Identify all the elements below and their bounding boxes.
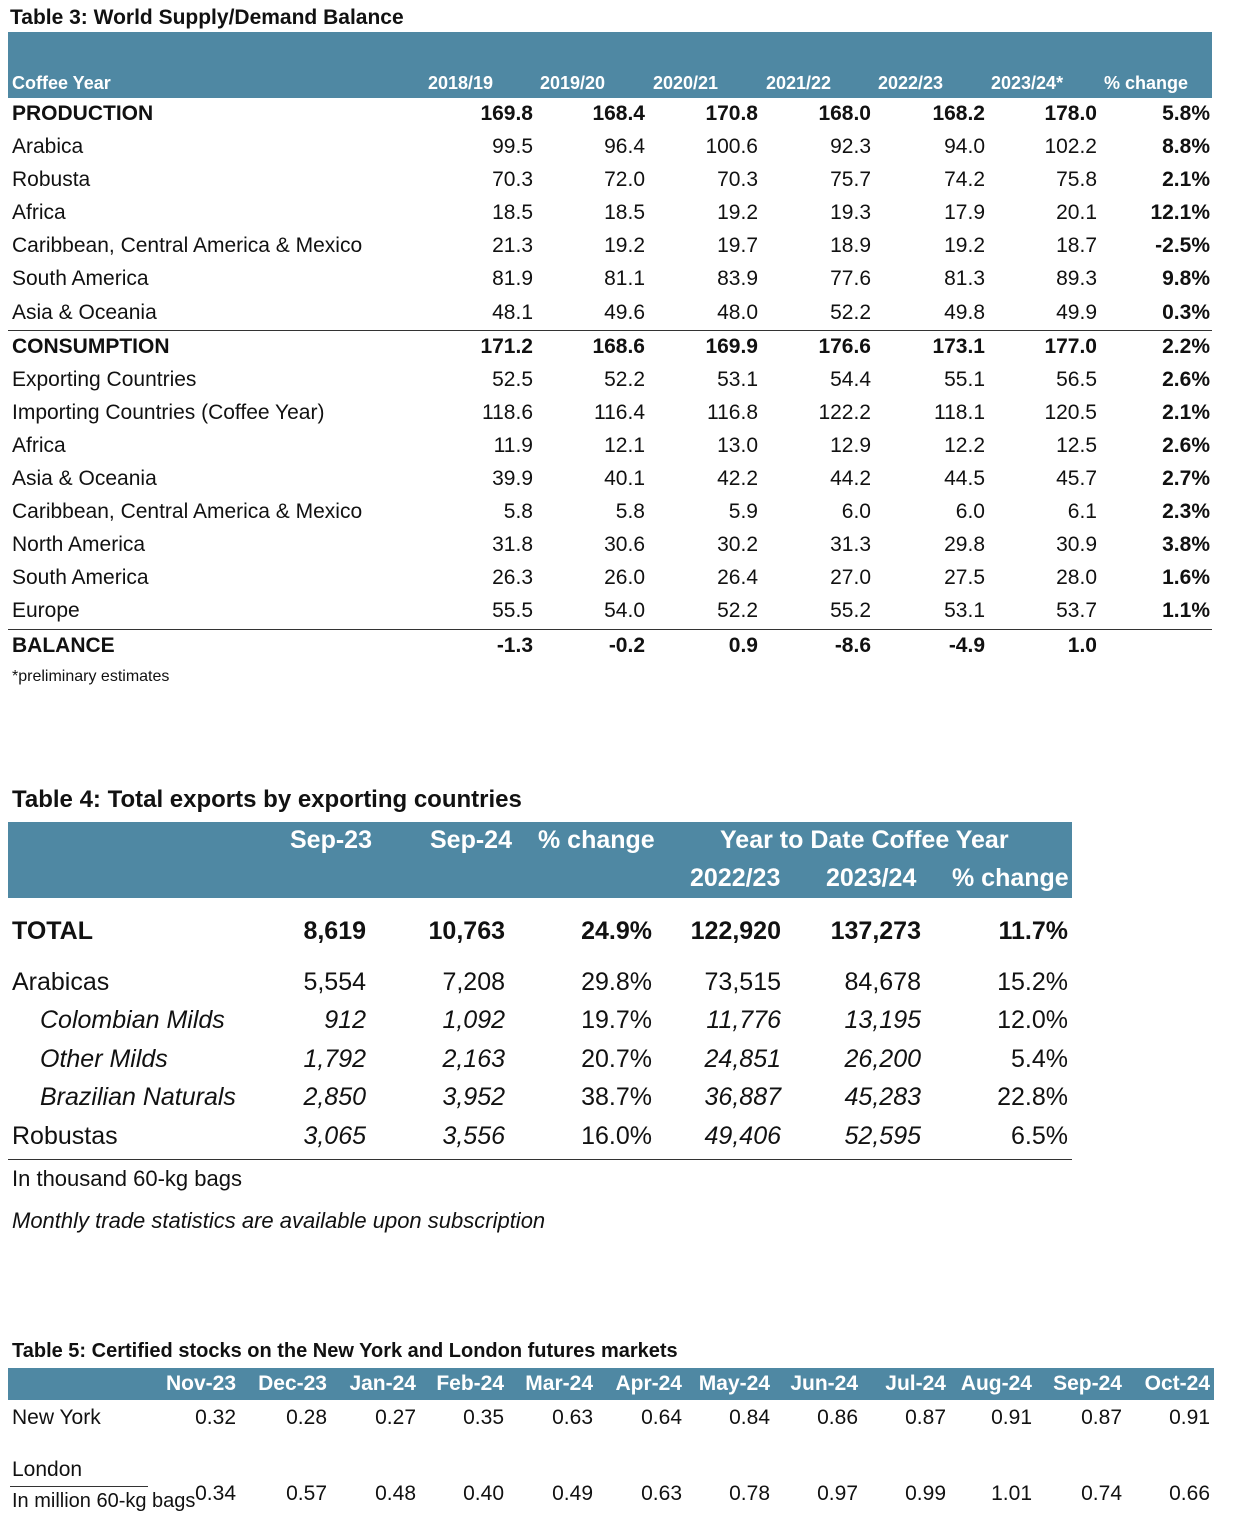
cell-value: 29.8% <box>581 967 652 996</box>
table4-note-subscription: Monthly trade statistics are available upon subscription <box>12 1208 546 1233</box>
header-month: Dec-23 <box>258 1372 327 1395</box>
table4-row <box>8 963 1072 1002</box>
row-label: Asia & Oceania <box>12 467 157 491</box>
cell-value: 45.7 <box>1056 467 1097 491</box>
row-label: PRODUCTION <box>12 102 154 125</box>
cell-pct-change: 2.7% <box>1162 467 1210 491</box>
cell-value: 0.99 <box>905 1482 946 1505</box>
cell-value: 45,283 <box>844 1083 921 1111</box>
cell-pct-change: 2.1% <box>1162 168 1210 192</box>
cell-pct-change: 2.1% <box>1162 400 1210 424</box>
cell-value: 0.28 <box>286 1406 327 1429</box>
header-month: Feb-24 <box>436 1372 504 1395</box>
cell-value: 99.5 <box>492 135 533 159</box>
table5-row <box>8 1400 1214 1448</box>
cell-value: 17.9 <box>944 201 985 225</box>
row-label: Africa <box>12 201 66 225</box>
cell-value: 38.7% <box>581 1083 652 1111</box>
cell-value: 0.35 <box>463 1406 504 1429</box>
header-ytd-2022-23: 2022/23 <box>690 864 781 892</box>
cell-value: 89.3 <box>1056 267 1097 291</box>
cell-value: 55.1 <box>944 367 985 391</box>
cell-pct-change: 2.6% <box>1162 433 1210 457</box>
cell-value: 30.6 <box>604 533 645 557</box>
cell-value: 8,619 <box>303 917 366 945</box>
cell-value: 30.2 <box>717 533 758 557</box>
row-label: Importing Countries (Coffee Year) <box>12 400 325 424</box>
row-label: Arabicas <box>12 967 110 996</box>
cell-value: 2,163 <box>442 1044 505 1073</box>
row-label: New York <box>12 1406 101 1429</box>
table3-row <box>8 197 1212 230</box>
cell-value: 100.6 <box>705 135 758 159</box>
cell-value: -4.9 <box>948 633 985 657</box>
table4-header <box>8 822 1072 898</box>
cell-value: 12.0% <box>997 1006 1068 1034</box>
cell-value: 176.6 <box>818 334 871 358</box>
header-ytd: Year to Date Coffee Year <box>720 826 1009 854</box>
table5 <box>8 1368 1214 1510</box>
row-label: Arabica <box>12 135 84 159</box>
cell-value: 0.91 <box>1169 1406 1210 1429</box>
cell-value: 6.0 <box>955 500 985 524</box>
cell-value: 26.0 <box>604 566 645 590</box>
table3-title: Table 3: World Supply/Demand Balance <box>10 6 404 29</box>
row-label: Caribbean, Central America & Mexico <box>12 500 363 524</box>
row-label: North America <box>12 533 146 557</box>
cell-value: 0.57 <box>286 1482 327 1505</box>
cell-value: 30.9 <box>1056 533 1097 557</box>
cell-value: 12.1 <box>604 433 645 457</box>
cell-value: 74.2 <box>944 168 985 192</box>
table4-body <box>8 898 1072 1155</box>
header-month: Jul-24 <box>885 1372 946 1395</box>
row-label: TOTAL <box>12 917 94 945</box>
cell-value: 171.2 <box>480 334 533 358</box>
header-ytd-2023-24: 2023/24 <box>826 864 917 892</box>
cell-value: 15.2% <box>997 967 1068 996</box>
cell-value: 168.2 <box>932 102 985 125</box>
cell-value: 0.86 <box>817 1406 858 1429</box>
table4-bottom-rule <box>8 1159 1072 1160</box>
cell-value: 48.0 <box>717 300 758 324</box>
cell-value: 137,273 <box>830 917 921 945</box>
cell-value: -1.3 <box>496 633 533 657</box>
cell-value: 52.2 <box>604 367 645 391</box>
cell-value: 39.9 <box>492 467 533 491</box>
cell-value: 0.49 <box>552 1482 593 1505</box>
cell-value: 11.7% <box>998 917 1068 945</box>
cell-value: 0.27 <box>375 1406 416 1429</box>
cell-value: 116.8 <box>707 400 758 424</box>
cell-value: 912 <box>324 1006 366 1034</box>
cell-value: 168.6 <box>592 334 645 358</box>
cell-value: 18.7 <box>1056 234 1097 258</box>
row-label: Other Milds <box>40 1044 168 1073</box>
cell-value: 0.48 <box>375 1482 416 1505</box>
cell-value: 12.5 <box>1056 433 1097 457</box>
cell-value: 5.8 <box>615 500 645 524</box>
cell-value: 6.1 <box>1067 500 1097 524</box>
cell-value: 168.0 <box>818 102 871 125</box>
table3-header <box>8 32 1212 98</box>
cell-pct-change: 3.8% <box>1162 533 1210 557</box>
cell-value: 24.9% <box>581 917 652 945</box>
table3-note: *preliminary estimates <box>12 668 170 685</box>
header-pct-change: % change <box>538 826 655 854</box>
cell-value: 0.63 <box>552 1406 593 1429</box>
cell-pct-change: 5.8% <box>1162 102 1210 125</box>
header-month: Jan-24 <box>349 1372 416 1395</box>
cell-value: 10,763 <box>428 917 505 945</box>
cell-value: 55.5 <box>492 599 533 623</box>
header-year: 2018/19 <box>428 73 494 93</box>
cell-value: 3,952 <box>442 1083 505 1111</box>
cell-value: 12.2 <box>944 433 985 457</box>
cell-value: 12.9 <box>830 433 871 457</box>
cell-value: 26.4 <box>717 566 758 590</box>
cell-value: 19.2 <box>944 234 985 258</box>
table3-row <box>8 330 1212 364</box>
cell-value: 27.0 <box>830 566 871 590</box>
header-sep23: Sep-23 <box>290 826 372 854</box>
cell-value: 52.2 <box>830 300 871 324</box>
cell-value: 120.5 <box>1044 400 1097 424</box>
row-label: Africa <box>12 433 66 457</box>
cell-value: 19.2 <box>717 201 758 225</box>
cell-value: 18.9 <box>830 234 871 258</box>
cell-value: 177.0 <box>1044 334 1097 358</box>
cell-value: 70.3 <box>717 168 758 192</box>
cell-value: 5.9 <box>728 500 758 524</box>
cell-value: 81.1 <box>604 267 645 291</box>
header-month: Oct-24 <box>1144 1372 1210 1395</box>
table3-body <box>8 98 1212 663</box>
header-coffee-year: Coffee Year <box>12 73 111 93</box>
header-month: Nov-23 <box>165 1372 236 1395</box>
table4-row <box>8 1117 1072 1156</box>
cell-value: 54.4 <box>830 367 871 391</box>
cell-pct-change: 2.2% <box>1162 334 1210 358</box>
cell-value: 3,065 <box>303 1121 366 1150</box>
cell-value: 0.78 <box>729 1482 770 1505</box>
header-month: Mar-24 <box>525 1372 593 1395</box>
table5-note-rule <box>10 1486 148 1487</box>
row-label: Caribbean, Central America & Mexico <box>12 234 363 258</box>
cell-pct-change: 12.1% <box>1150 201 1210 225</box>
cell-value: 0.87 <box>1081 1406 1122 1429</box>
cell-value: 6.5% <box>1011 1121 1068 1150</box>
table3-row <box>8 430 1212 463</box>
cell-value: 3,556 <box>442 1121 505 1150</box>
cell-value: 26.3 <box>492 566 533 590</box>
header-year: 2021/22 <box>766 73 832 93</box>
row-label: Exporting Countries <box>12 367 197 391</box>
cell-value: 13,195 <box>844 1006 921 1034</box>
cell-value: 6.0 <box>841 500 871 524</box>
cell-value: 2,850 <box>303 1083 366 1111</box>
cell-value: 170.8 <box>705 102 758 125</box>
cell-value: 83.9 <box>717 267 758 291</box>
cell-value: 11,776 <box>706 1006 781 1034</box>
header-month: Sep-24 <box>1053 1372 1122 1395</box>
cell-value: 44.5 <box>944 467 985 491</box>
cell-value: 26,200 <box>844 1044 921 1073</box>
cell-value: 77.6 <box>830 267 871 291</box>
row-label: Brazilian Naturals <box>40 1083 236 1111</box>
cell-value: 20.1 <box>1056 201 1097 225</box>
cell-value: 53.7 <box>1056 599 1097 623</box>
cell-value: 84,678 <box>844 967 921 996</box>
header-month: Jun-24 <box>790 1372 858 1395</box>
cell-value: 118.1 <box>934 400 985 424</box>
header-ytd-pct-change: % change <box>952 864 1069 892</box>
table3-row <box>8 529 1212 562</box>
cell-value: 0.97 <box>817 1482 858 1505</box>
row-label: BALANCE <box>12 633 115 657</box>
cell-pct-change: 0.3% <box>1162 300 1210 324</box>
cell-pct-change: 8.8% <box>1162 135 1210 159</box>
cell-value: 21.3 <box>492 234 533 258</box>
cell-value: 7,208 <box>442 967 505 996</box>
cell-value: 40.1 <box>604 467 645 491</box>
cell-pct-change: 2.3% <box>1162 500 1210 524</box>
cell-value: 0.63 <box>641 1482 682 1505</box>
table4-row <box>8 1040 1072 1079</box>
cell-value: 16.0% <box>581 1121 652 1150</box>
cell-value: 0.66 <box>1169 1482 1210 1505</box>
cell-value: 53.1 <box>944 599 985 623</box>
cell-value: 81.9 <box>492 267 533 291</box>
cell-value: 44.2 <box>830 467 871 491</box>
cell-value: 0.9 <box>728 633 758 657</box>
cell-pct-change: 9.8% <box>1162 267 1210 291</box>
cell-value: 122.2 <box>818 400 871 424</box>
cell-value: 5.8 <box>503 500 533 524</box>
header-month: Apr-24 <box>615 1372 682 1395</box>
cell-value: 49.9 <box>1056 300 1097 324</box>
cell-value: 72.0 <box>604 168 645 192</box>
header-pct-change: % change <box>1104 73 1189 93</box>
cell-value: 52.2 <box>717 599 758 623</box>
table3-row <box>8 98 1212 131</box>
cell-value: 31.3 <box>830 533 871 557</box>
cell-value: 0.74 <box>1081 1482 1122 1505</box>
row-label: Robustas <box>12 1121 118 1150</box>
table4-note-units: In thousand 60-kg bags <box>12 1166 242 1191</box>
table3-row <box>8 230 1212 263</box>
cell-value: 53.1 <box>717 367 758 391</box>
cell-value: 0.40 <box>463 1482 504 1505</box>
cell-value: 0.91 <box>991 1406 1032 1429</box>
cell-value: 1.01 <box>991 1482 1032 1505</box>
table5-title: Table 5: Certified stocks on the New York and London futures markets <box>12 1340 678 1362</box>
header-year: 2022/23 <box>878 73 944 93</box>
cell-value: 49.6 <box>604 300 645 324</box>
row-label: Colombian Milds <box>40 1006 225 1034</box>
cell-value: 94.0 <box>944 135 985 159</box>
cell-value: 96.4 <box>604 135 645 159</box>
cell-value: 49,406 <box>704 1121 781 1150</box>
row-label: South America <box>12 267 149 291</box>
cell-value: 22.8% <box>997 1083 1068 1111</box>
cell-value: 75.8 <box>1056 168 1097 192</box>
cell-value: 0.84 <box>729 1406 770 1429</box>
cell-value: -0.2 <box>608 633 645 657</box>
cell-value: 24,851 <box>704 1044 781 1073</box>
table5-note: In million 60-kg bags <box>12 1490 196 1512</box>
cell-value: 27.5 <box>944 566 985 590</box>
table4-row <box>8 912 1072 951</box>
cell-value: 1.0 <box>1067 633 1097 657</box>
cell-value: 20.7% <box>581 1044 652 1073</box>
cell-value: 5,554 <box>303 967 366 996</box>
table3-row <box>8 562 1212 595</box>
cell-value: 1,092 <box>442 1006 505 1034</box>
header-year: 2019/20 <box>540 73 606 93</box>
cell-value: 116.4 <box>594 400 645 424</box>
cell-value: 92.3 <box>830 135 871 159</box>
cell-value: 49.8 <box>944 300 985 324</box>
header-year: 2023/24* <box>991 73 1064 93</box>
table4-row <box>8 1078 1072 1117</box>
row-label: Europe <box>12 599 80 623</box>
cell-value: 173.1 <box>932 334 985 358</box>
cell-value: 19.3 <box>830 201 871 225</box>
row-label: London <box>12 1458 83 1481</box>
cell-value: 1,792 <box>303 1044 366 1073</box>
cell-pct-change: 2.6% <box>1162 367 1210 391</box>
cell-value: 19.2 <box>604 234 645 258</box>
table3-row <box>8 131 1212 164</box>
cell-pct-change: -2.5% <box>1155 234 1210 258</box>
row-label: CONSUMPTION <box>12 334 170 358</box>
table3-row <box>8 496 1212 529</box>
cell-value: 54.0 <box>604 599 645 623</box>
cell-value: -8.6 <box>834 633 871 657</box>
table3-row <box>8 164 1212 197</box>
cell-value: 11.9 <box>493 433 533 457</box>
cell-value: 19.7% <box>581 1006 652 1034</box>
cell-value: 122,920 <box>690 917 781 945</box>
table3-row <box>8 629 1212 663</box>
cell-value: 28.0 <box>1056 566 1097 590</box>
table4-row <box>8 1001 1072 1040</box>
table3 <box>8 32 1212 663</box>
row-label: Asia & Oceania <box>12 300 157 324</box>
table3-row <box>8 397 1212 430</box>
table3-row <box>8 297 1212 330</box>
cell-pct-change: 1.1% <box>1162 599 1210 623</box>
header-sep24: Sep-24 <box>430 826 512 854</box>
cell-value: 169.8 <box>480 102 533 125</box>
table3-row <box>8 595 1212 628</box>
cell-value: 48.1 <box>492 300 533 324</box>
header-month: Aug-24 <box>960 1372 1032 1395</box>
cell-value: 36,887 <box>704 1083 781 1111</box>
table4 <box>8 822 1072 1160</box>
cell-value: 18.5 <box>604 201 645 225</box>
cell-value: 29.8 <box>944 533 985 557</box>
table3-row <box>8 263 1212 296</box>
row-label: Robusta <box>12 168 91 192</box>
cell-value: 169.9 <box>705 334 758 358</box>
header-month: May-24 <box>698 1372 770 1395</box>
cell-value: 18.5 <box>492 201 533 225</box>
header-year: 2020/21 <box>653 73 719 93</box>
cell-value: 0.32 <box>195 1406 236 1429</box>
cell-value: 178.0 <box>1044 102 1097 125</box>
cell-value: 75.7 <box>830 168 871 192</box>
cell-value: 5.4% <box>1011 1044 1068 1073</box>
cell-value: 102.2 <box>1044 135 1097 159</box>
cell-value: 55.2 <box>830 599 871 623</box>
cell-value: 168.4 <box>592 102 645 125</box>
cell-value: 70.3 <box>492 168 533 192</box>
cell-value: 52,595 <box>844 1121 921 1150</box>
cell-value: 73,515 <box>704 967 781 996</box>
cell-value: 13.0 <box>717 433 758 457</box>
table3-row <box>8 463 1212 496</box>
cell-value: 19.7 <box>717 234 758 258</box>
cell-value: 81.3 <box>944 267 985 291</box>
cell-value: 56.5 <box>1056 367 1097 391</box>
cell-value: 0.34 <box>195 1482 236 1505</box>
cell-value: 118.6 <box>482 400 533 424</box>
table5-header <box>8 1368 1214 1400</box>
cell-value: 0.87 <box>905 1406 946 1429</box>
table3-row <box>8 364 1212 397</box>
table4-title: Table 4: Total exports by exporting countries <box>12 786 522 813</box>
row-label: South America <box>12 566 149 590</box>
cell-pct-change: 1.6% <box>1162 566 1210 590</box>
cell-value: 31.8 <box>492 533 533 557</box>
cell-value: 0.64 <box>641 1406 682 1429</box>
cell-value: 52.5 <box>492 367 533 391</box>
cell-value: 42.2 <box>717 467 758 491</box>
